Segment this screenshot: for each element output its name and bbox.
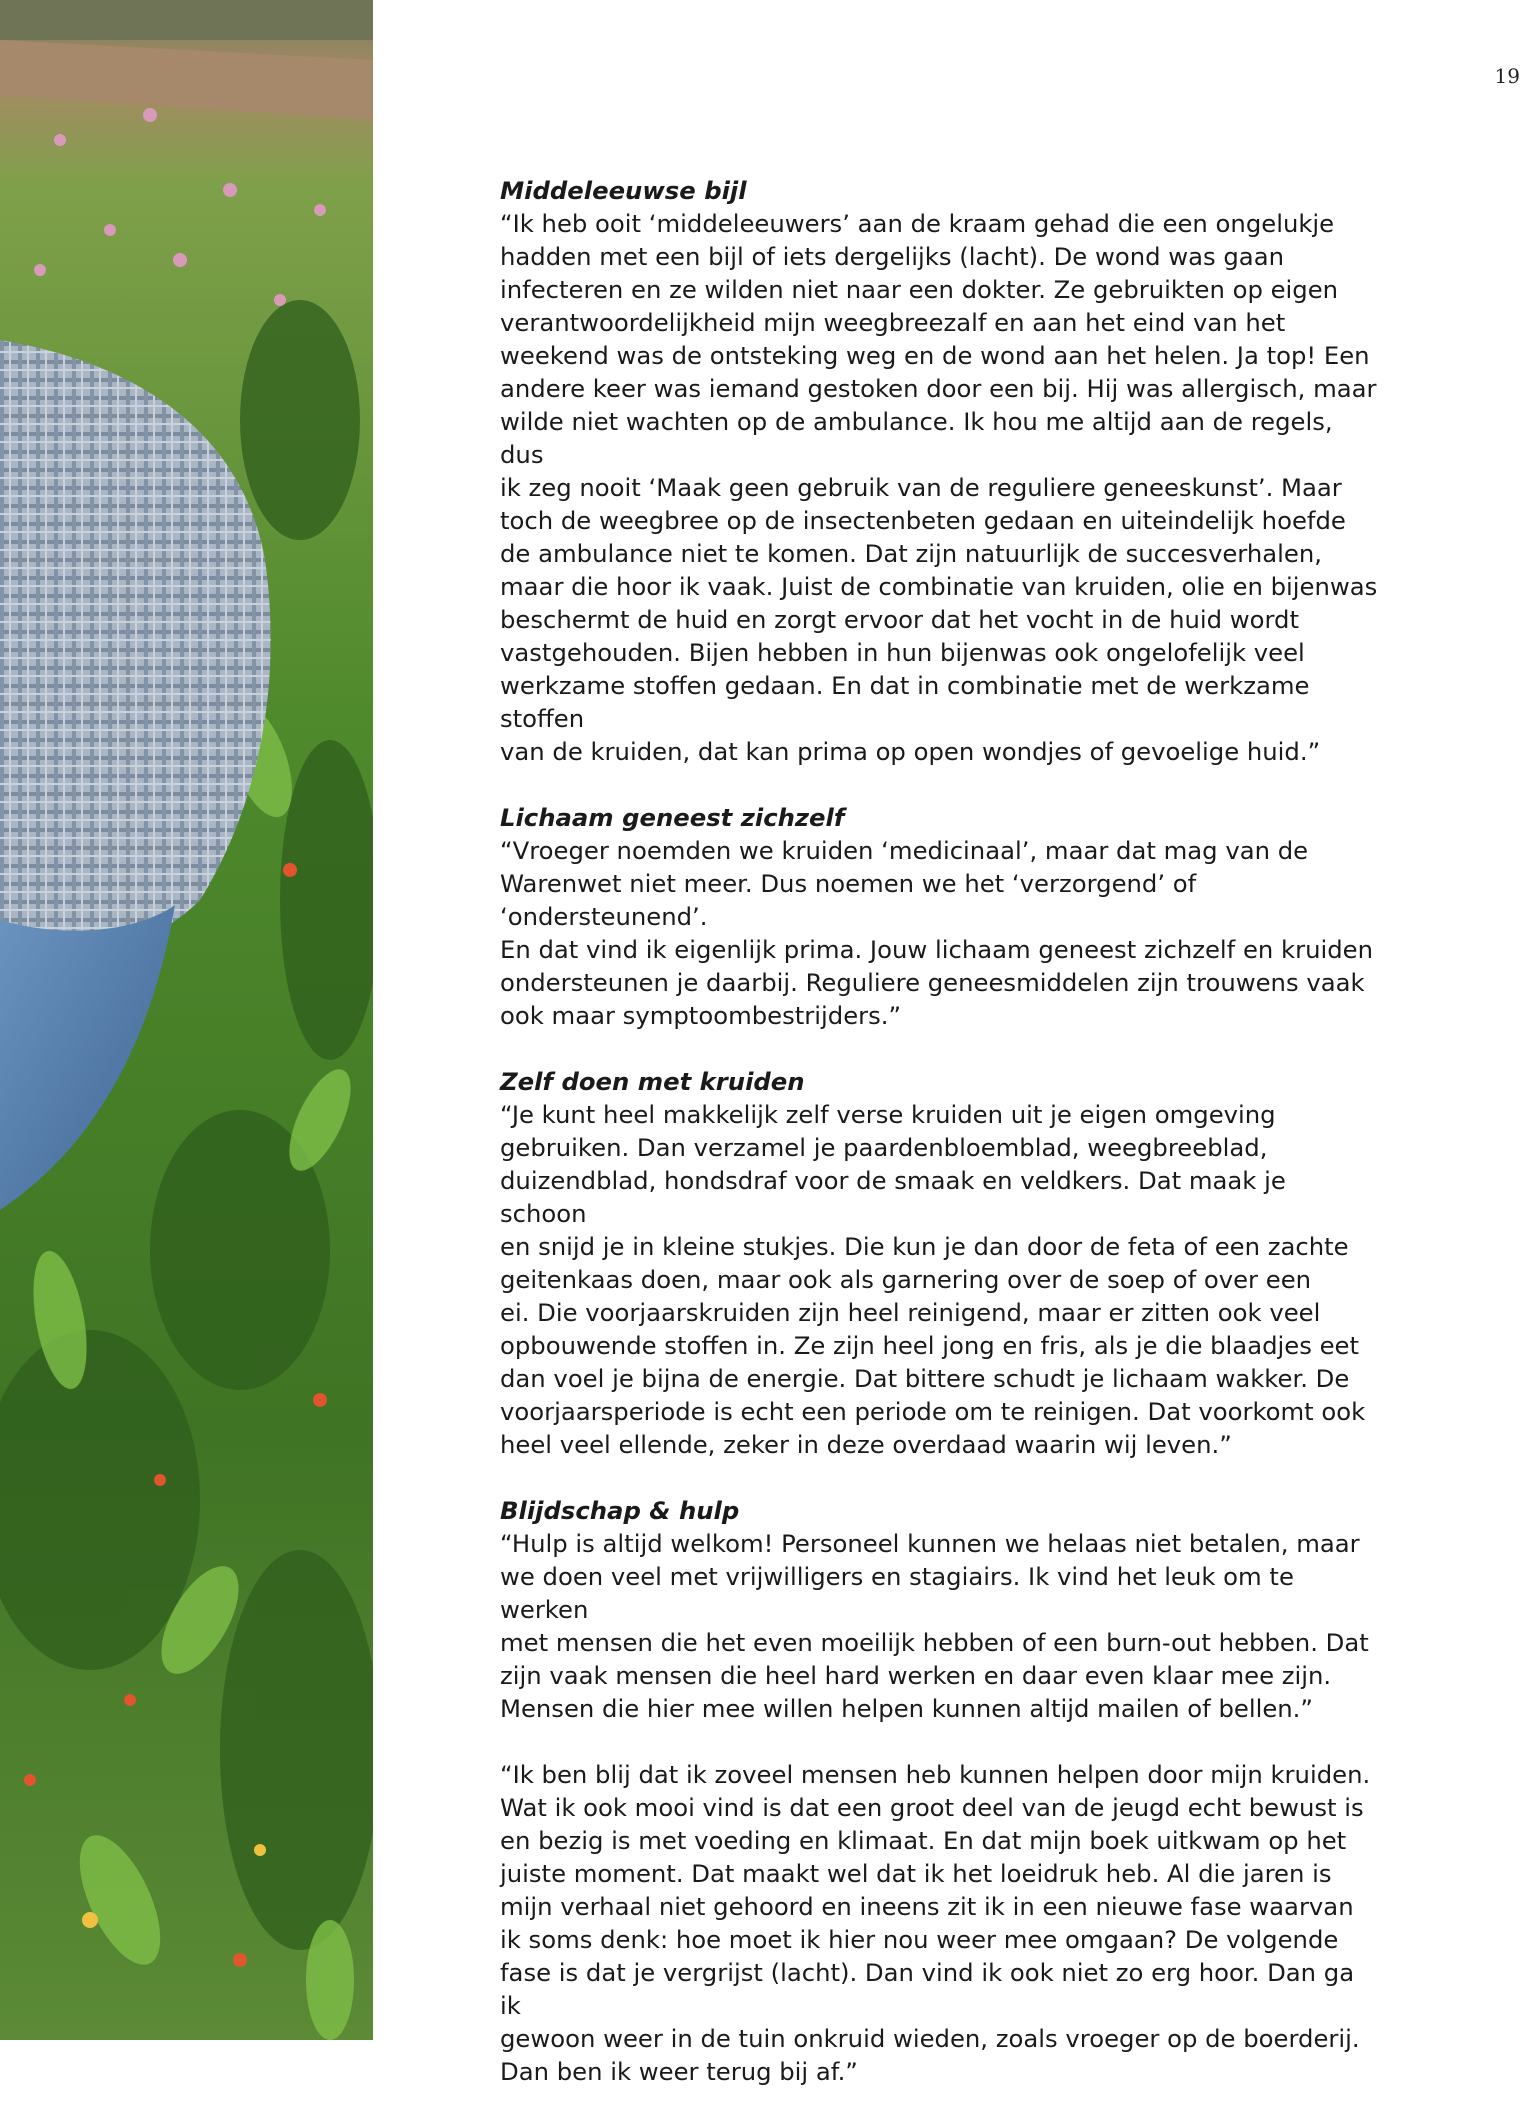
garden-photo-illustration [0,0,373,2040]
section-paragraph: “Vroeger noemden we kruiden ‘medicinaal’, maar dat mag van de Warenwet niet meer. Dus noemen we het ‘verzorgend’ of ‘ondersteunend’. En dat vind ik eigenlijk prima. Jouw lichaam geneest zichzelf en kruiden ondersteunen je daarbij. Reguliere geneesmiddelen zijn trouwens vaak ook maar symptoombestrijders.” [500,836,1374,1030]
article-body [500,174,1380,2121]
section-blijdschap-hulp [500,1494,1380,1725]
section-paragraph: “Ik heb ooit ‘middeleeuwers’ aan de kraam gehad die een ongelukje hadden met een bijl of iets dergelijks (lacht). De wond was gaan infecteren en ze wilden niet naar een dokter. Ze gebruikten op eigen verantwoordelijkheid mijn weegbreezalf en aan het eind van het weekend was de ontsteking weg en de wond aan het helen. Ja top! Een andere keer was iemand gestoken door een bij. Hij was allergisch, maar wilde niet wachten op de ambulance. Ik hou me altijd aan de regels, dus ik zeg nooit ‘Maak geen gebruik van de reguliere geneeskunst’. Maar toch de weegbree op de insectenbeten gedaan en uiteindelijk hoefde de ambulance niet te komen. Dat zijn natuurlijk de succesverhalen, maar die hoor ik vaak. Juist de combinatie van kruiden, olie en bijenwas beschermt de huid en zorgt ervoor dat het vocht in de huid wordt vastgehouden. Bijen hebben in hun bijenwas ook ongelofelijk veel werkzame stoffen gedaan. En dat in combinatie met de werkzame stoffen van de kruiden, dat kan prima op open wondjes of gevoelige huid.” [500,209,1378,766]
section-heading: Blijdschap & hulp [500,1496,740,1525]
section-heading: Lichaam geneest zichzelf [500,803,845,832]
section-closing-quote [500,1758,1380,2088]
garden-photo [0,0,373,2040]
section-paragraph: “Hulp is altijd welkom! Personeel kunnen we helaas niet betalen, maar we doen veel met vrijwilligers en stagiairs. Ik vind het leuk om te werken met mensen die het even moeilijk hebben of een burn-out hebben. Dat zijn vaak mensen die heel hard werken en daar even klaar mee zijn. Mensen die hier mee willen helpen kunnen altijd mailen of bellen.” [500,1529,1369,1723]
section-zelf-doen-met-kruiden [500,1065,1380,1461]
page-number: 19 [1494,64,1520,88]
section-middeleeuwse-bijl [500,174,1380,768]
section-paragraph: “Je kunt heel makkelijk zelf verse kruiden uit je eigen omgeving gebruiken. Dan verzamel je paardenbloemblad, weegbreeblad, duizendblad, hondsdraf voor de smaak en veldkers. Dat maak je schoon en snijd je in kleine stukjes. Die kun je dan door de feta of een zachte geitenkaas doen, maar ook als garnering over de soep of over een ei. Die voorjaarskruiden zijn heel reinigend, maar er zitten ook veel opbouwende stoffen in. Ze zijn heel jong en fris, als je die blaadjes eet dan voel je bijna de energie. Dat bittere schudt je lichaam wakker. De voorjaarsperiode is echt een periode om te reinigen. Dat voorkomt ook heel veel ellende, zeker in deze overdaad waarin wij leven.” [500,1100,1366,1459]
section-lichaam-geneest-zichzelf [500,801,1380,1032]
section-heading: Zelf doen met kruiden [500,1067,805,1096]
section-heading: Middeleeuwse bijl [500,176,747,205]
section-paragraph: “Ik ben blij dat ik zoveel mensen heb kunnen helpen door mijn kruiden. Wat ik ook mooi vind is dat een groot deel van de jeugd echt bewust is en bezig is met voeding en klimaat. En dat mijn boek uitkwam op het juiste moment. Dat maakt wel dat ik het loeidruk heb. Al die jaren is mijn verhaal niet gehoord en ineens zit ik in een nieuwe fase waarvan ik soms denk: hoe moet ik hier nou weer mee omgaan? De volgende fase is dat je vergrijst (lacht). Dan vind ik ook niet zo erg hoor. Dan ga ik gewoon weer in de tuin onkruid wieden, zoals vroeger op de boerderij. Dan ben ik weer terug bij af.” [500,1760,1371,2086]
